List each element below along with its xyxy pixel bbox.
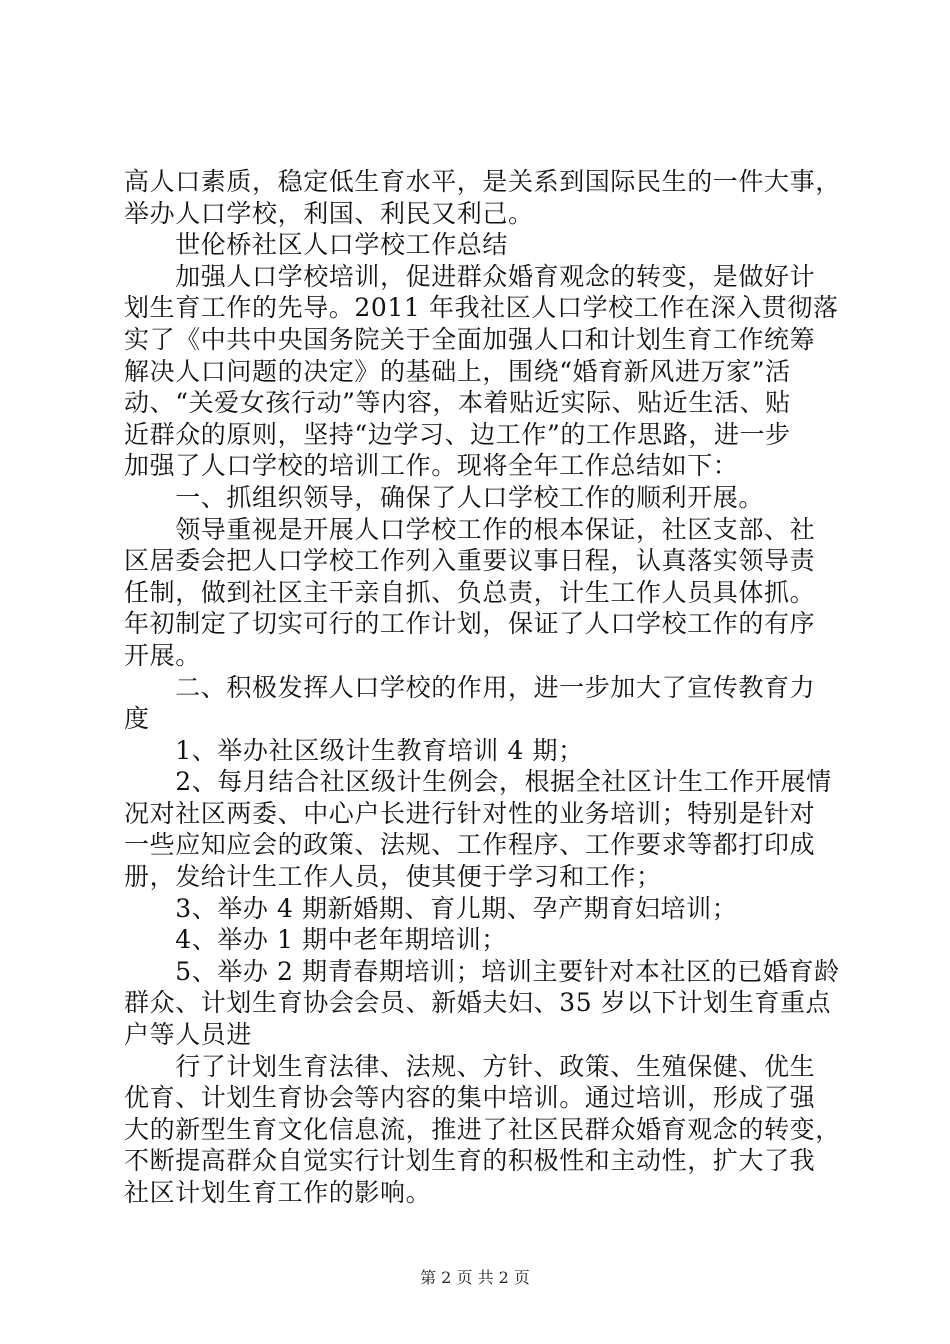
text-line: 户等人员进	[124, 1020, 253, 1050]
text-line: 任制，做到社区主干亲自抓、负总责，计生工作人员具体抓。	[124, 577, 816, 607]
text-line: 社区计划生育工作的影响。	[124, 1178, 432, 1207]
text-line: 开展。	[124, 640, 201, 670]
text-line: 领导重视是开展人口学校工作的根本保证，社区支部、社	[124, 514, 816, 544]
text-line: 群众、计划生育协会会员、新婚夫妇、35 岁以下计划生育重点	[124, 988, 832, 1018]
list-item: 5、举办 2 期青春期培训；培训主要针对本社区的已婚育龄	[124, 956, 840, 986]
text-line: 册，发给计生工作人员，使其便于学习和工作；	[124, 862, 662, 892]
text-line: 加强了人口学校的培训工作。现将全年工作总结如下：	[124, 451, 739, 481]
list-item: 1、举办社区级计生教育培训 4 期；	[124, 735, 584, 765]
text-line: 年初制定了切实可行的工作计划，保证了人口学校工作的有序	[124, 609, 816, 639]
text-line: 行了计划生育法律、法规、方针、政策、生殖保健、优生	[124, 1051, 816, 1081]
section-title: 世伦桥社区人口学校工作总结	[124, 230, 509, 260]
text-line: 解决人口问题的决定》的基础上，围绕“婚育新风进万家”活	[124, 356, 791, 386]
section-heading: 二、积极发挥人口学校的作用，进一步加大了宣传教育力	[124, 672, 816, 702]
list-item: 2、每月结合社区级计生例会，根据全社区计生工作开展情	[124, 767, 832, 797]
text-line: 加强人口学校培训，促进群众婚育观念的转变，是做好计	[124, 261, 816, 291]
text-line: 高人口素质，稳定低生育水平，是关系到国际民生的一件大事，	[124, 167, 841, 196]
text-line: 况对社区两委、中心户长进行针对性的业务培训；特别是针对	[124, 798, 816, 828]
text-line: 优育、计划生育协会等内容的集中培训。通过培训，形成了强	[124, 1083, 816, 1113]
text-line: 划生育工作的先导。2011 年我社区人口学校工作在深入贯彻落	[124, 293, 839, 323]
text-line: 近群众的原则，坚持“边学习、边工作”的工作思路，进一步	[124, 419, 791, 449]
text-line: 度	[124, 704, 150, 734]
section-heading: 一、抓组织领导，确保了人口学校工作的顺利开展。	[124, 482, 765, 512]
list-item: 4、举办 1 期中老年期培训；	[124, 925, 507, 955]
text-line: 一些应知应会的政策、法规、工作程序、工作要求等都打印成	[124, 830, 816, 860]
text-line: 实了《中共中央国务院关于全面加强人口和计划生育工作统筹	[124, 324, 816, 354]
document-body	[124, 166, 844, 1209]
text-line: 不断提高群众自觉实行计划生育的积极性和主动性，扩大了我	[124, 1146, 816, 1176]
text-line: 大的新型生育文化信息流，推进了社区民群众婚育观念的转变，	[124, 1114, 841, 1144]
text-line: 动、“关爱女孩行动”等内容，本着贴近实际、贴近生活、贴	[124, 388, 791, 418]
text-line: 举办人口学校，利国、利民又利己。	[124, 198, 534, 228]
text-line: 区居委会把人口学校工作列入重要议事日程，认真落实领导责	[124, 546, 816, 576]
list-item: 3、举办 4 期新婚期、育儿期、孕产期育妇培训；	[124, 893, 738, 923]
page-number-footer: 第 2 页 共 2 页	[420, 1268, 530, 1287]
